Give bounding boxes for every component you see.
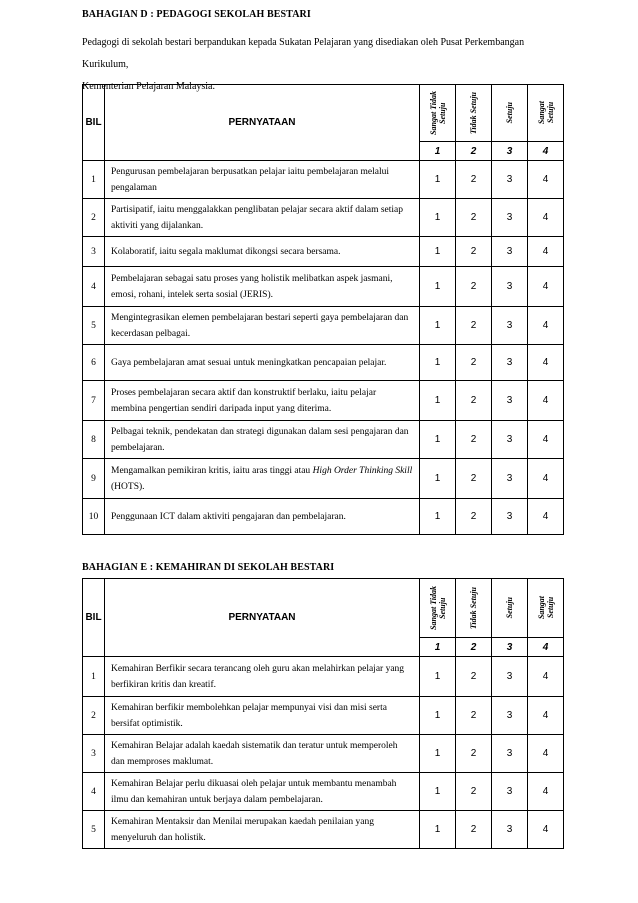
row-statement: Pengurusan pembelajaran berpusatkan pelajar iaitu pembelajaran melalui pengalaman	[105, 161, 420, 199]
score-option-4[interactable]: 4	[528, 237, 564, 267]
score-option-4[interactable]: 4	[528, 459, 564, 499]
section-d-table	[82, 84, 564, 535]
score-option-4[interactable]: 4	[528, 811, 564, 849]
row-statement: Kemahiran Belajar adalah kaedah sistematik dan teratur untuk memperoleh dan memproses maklumat.	[105, 735, 420, 773]
row-statement: Pembelajaran sebagai satu proses yang holistik melibatkan aspek jasmani, emosi, rohani, intelek serta sosial (JERIS).	[105, 267, 420, 307]
scale-number: 2	[456, 142, 492, 161]
table-row	[83, 811, 564, 849]
row-statement: Penggunaan ICT dalam aktiviti pengajaran dan pembelajaran.	[105, 499, 420, 535]
scale-number: 4	[528, 142, 564, 161]
score-option-1[interactable]: 1	[420, 237, 456, 267]
section-e-title: BAHAGIAN E : KEMAHIRAN DI SEKOLAH BESTARI	[82, 562, 335, 573]
score-option-4[interactable]: 4	[528, 697, 564, 735]
row-number: 8	[83, 421, 105, 459]
row-statement: Proses pembelajaran secara aktif dan konstruktif berlaku, iaitu pelajar membina pengertian sendiri daripada input yang diterima.	[105, 381, 420, 421]
header-scale-4: Sangat Setuju	[528, 579, 564, 638]
row-number: 5	[83, 811, 105, 849]
score-option-4[interactable]: 4	[528, 499, 564, 535]
header-pernyataan: PERNYATAAN	[105, 579, 420, 657]
score-option-3[interactable]: 3	[492, 811, 528, 849]
table-row	[83, 381, 564, 421]
score-option-4[interactable]: 4	[528, 345, 564, 381]
row-number: 3	[83, 735, 105, 773]
row-statement: Partisipatif, iaitu menggalakkan penglibatan pelajar secara aktif dalam setiap aktiviti yang dijalankan.	[105, 199, 420, 237]
score-option-4[interactable]: 4	[528, 161, 564, 199]
score-option-1[interactable]: 1	[420, 697, 456, 735]
score-option-3[interactable]: 3	[492, 161, 528, 199]
table-row	[83, 657, 564, 697]
score-option-2[interactable]: 2	[456, 657, 492, 697]
row-number: 1	[83, 161, 105, 199]
score-option-2[interactable]: 2	[456, 199, 492, 237]
row-statement: Mengintegrasikan elemen pembelajaran bestari seperti gaya pembelajaran dan kecerdasan pelbagai.	[105, 307, 420, 345]
intro-line-2: Kementerian Pelajaran Malaysia.	[82, 81, 215, 92]
scale-number: 3	[492, 142, 528, 161]
row-number: 1	[83, 657, 105, 697]
score-option-2[interactable]: 2	[456, 459, 492, 499]
score-option-4[interactable]: 4	[528, 199, 564, 237]
table-row	[83, 237, 564, 267]
score-option-3[interactable]: 3	[492, 697, 528, 735]
row-statement: Gaya pembelajaran amat sesuai untuk meningkatkan pencapaian pelajar.	[105, 345, 420, 381]
score-option-2[interactable]: 2	[456, 811, 492, 849]
score-option-4[interactable]: 4	[528, 773, 564, 811]
score-option-1[interactable]: 1	[420, 421, 456, 459]
score-option-2[interactable]: 2	[456, 499, 492, 535]
row-number: 5	[83, 307, 105, 345]
score-option-1[interactable]: 1	[420, 381, 456, 421]
scale-number: 2	[456, 638, 492, 657]
table-row	[83, 307, 564, 345]
table-row	[83, 735, 564, 773]
table-header-row	[83, 579, 564, 638]
intro-line-1: Pedagogi di sekolah bestari berpandukan kepada Sukatan Pelajaran yang disediakan oleh Pusat Perkembangan Kurikulum,	[82, 37, 525, 70]
score-option-4[interactable]: 4	[528, 735, 564, 773]
table-row	[83, 199, 564, 237]
score-option-3[interactable]: 3	[492, 773, 528, 811]
header-scale-4: Sangat Setuju	[528, 85, 564, 142]
score-option-1[interactable]: 1	[420, 811, 456, 849]
scale-number: 1	[420, 638, 456, 657]
row-statement: Kemahiran Berfikir secara terancang oleh guru akan melahirkan pelajar yang berfikiran kritis dan kreatif.	[105, 657, 420, 697]
score-option-3[interactable]: 3	[492, 459, 528, 499]
section-e-table	[82, 578, 564, 849]
header-pernyataan: PERNYATAAN	[105, 85, 420, 161]
score-option-1[interactable]: 1	[420, 199, 456, 237]
header-scale-1: Sangat Tidak Setuju	[420, 85, 456, 142]
table-row	[83, 697, 564, 735]
header-scale-2: Tidak Setuju	[456, 85, 492, 142]
row-statement: Kolaboratif, iaitu segala maklumat dikongsi secara bersama.	[105, 237, 420, 267]
score-option-2[interactable]: 2	[456, 307, 492, 345]
table-row	[83, 161, 564, 199]
row-number: 9	[83, 459, 105, 499]
score-option-2[interactable]: 2	[456, 421, 492, 459]
table-row	[83, 345, 564, 381]
row-statement: Kemahiran Mentaksir dan Menilai merupakan kaedah penilaian yang menyeluruh dan holistik.	[105, 811, 420, 849]
score-option-3[interactable]: 3	[492, 657, 528, 697]
row-statement: Pelbagai teknik, pendekatan dan strategi digunakan dalam sesi pengajaran dan pembelajaran.	[105, 421, 420, 459]
header-bil: BIL	[83, 579, 105, 657]
table-row	[83, 267, 564, 307]
table-row	[83, 421, 564, 459]
score-option-2[interactable]: 2	[456, 161, 492, 199]
score-option-1[interactable]: 1	[420, 161, 456, 199]
score-option-3[interactable]: 3	[492, 307, 528, 345]
score-option-4[interactable]: 4	[528, 657, 564, 697]
score-option-1[interactable]: 1	[420, 735, 456, 773]
score-option-3[interactable]: 3	[492, 237, 528, 267]
score-option-3[interactable]: 3	[492, 735, 528, 773]
scale-number: 4	[528, 638, 564, 657]
row-number: 7	[83, 381, 105, 421]
table-row	[83, 499, 564, 535]
table-row	[83, 773, 564, 811]
score-option-1[interactable]: 1	[420, 267, 456, 307]
score-option-2[interactable]: 2	[456, 237, 492, 267]
score-option-3[interactable]: 3	[492, 421, 528, 459]
score-option-1[interactable]: 1	[420, 773, 456, 811]
score-option-3[interactable]: 3	[492, 499, 528, 535]
score-option-2[interactable]: 2	[456, 381, 492, 421]
score-option-2[interactable]: 2	[456, 267, 492, 307]
row-statement: Kemahiran Belajar perlu dikuasai oleh pelajar untuk membantu menambah ilmu dan kemahiran untuk berjaya dalam pembelajaran.	[105, 773, 420, 811]
row-number: 3	[83, 237, 105, 267]
score-option-4[interactable]: 4	[528, 307, 564, 345]
table-row	[83, 459, 564, 499]
row-number: 10	[83, 499, 105, 535]
score-option-1[interactable]: 1	[420, 657, 456, 697]
scale-number: 3	[492, 638, 528, 657]
row-number: 2	[83, 199, 105, 237]
header-scale-3: Setuju	[492, 85, 528, 142]
header-bil: BIL	[83, 85, 105, 161]
score-option-3[interactable]: 3	[492, 345, 528, 381]
score-option-4[interactable]: 4	[528, 267, 564, 307]
score-option-3[interactable]: 3	[492, 267, 528, 307]
score-option-2[interactable]: 2	[456, 735, 492, 773]
score-option-4[interactable]: 4	[528, 421, 564, 459]
header-scale-1: Sangat Tidak Setuju	[420, 579, 456, 638]
score-option-1[interactable]: 1	[420, 459, 456, 499]
score-option-4[interactable]: 4	[528, 381, 564, 421]
row-number: 4	[83, 267, 105, 307]
score-option-1[interactable]: 1	[420, 499, 456, 535]
score-option-1[interactable]: 1	[420, 345, 456, 381]
header-scale-3: Setuju	[492, 579, 528, 638]
score-option-3[interactable]: 3	[492, 199, 528, 237]
row-number: 2	[83, 697, 105, 735]
row-statement: Mengamalkan pemikiran kritis, iaitu aras tinggi atau High Order Thinking Skill (HOTS).	[105, 459, 420, 499]
section-d-title: BAHAGIAN D : PEDAGOGI SEKOLAH BESTARI	[82, 9, 311, 20]
header-scale-2: Tidak Setuju	[456, 579, 492, 638]
score-option-2[interactable]: 2	[456, 697, 492, 735]
score-option-2[interactable]: 2	[456, 345, 492, 381]
table-header-row	[83, 85, 564, 142]
scale-number: 1	[420, 142, 456, 161]
score-option-1[interactable]: 1	[420, 307, 456, 345]
row-number: 4	[83, 773, 105, 811]
row-number: 6	[83, 345, 105, 381]
score-option-2[interactable]: 2	[456, 773, 492, 811]
row-statement: Kemahiran berfikir membolehkan pelajar mempunyai visi dan misi serta bersifat optimistik.	[105, 697, 420, 735]
score-option-3[interactable]: 3	[492, 381, 528, 421]
